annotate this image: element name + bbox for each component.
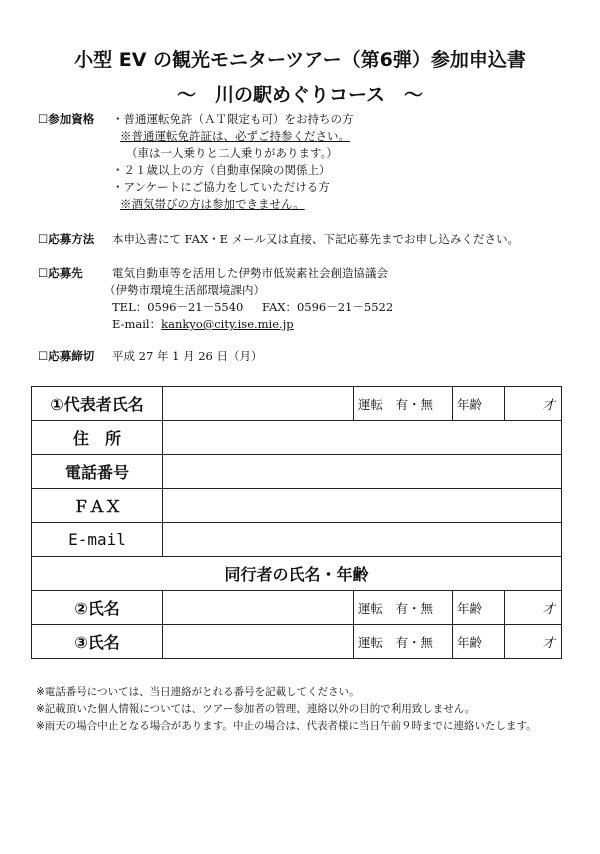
contact-fax: FAX：0596－21－5522 — [262, 300, 394, 314]
eligibility-line: ※酒気帯びの方は参加できません。 — [120, 197, 305, 211]
contact-dept: （伊勢市環境生活部環境課内） — [104, 283, 265, 297]
address-row — [32, 421, 562, 455]
companion2-row — [32, 591, 562, 625]
note: ※電話番号については、当日連絡がとれる番号を記載してください。 — [36, 686, 360, 698]
name2-age-label: 年齢 — [453, 591, 505, 625]
name2-field[interactable] — [163, 591, 354, 625]
page-title: 小型 EV の観光モニターツアー（第6弾）参加申込書 — [74, 49, 526, 71]
companions-header: 同行者の氏名・年齢 — [32, 557, 562, 591]
rep-name-label: ①代表者氏名 — [32, 387, 163, 421]
companions-header-row — [32, 557, 562, 591]
rep-driving[interactable]: 運転 有・無 — [354, 387, 453, 421]
contact-tel: TEL：0596－21－5540 — [112, 300, 244, 314]
eligibility-line: ※普通運転免許証は、必ずご持参ください。 — [120, 129, 350, 143]
page-subtitle: ～ 川の駅めぐりコース ～ — [176, 84, 424, 106]
name2-label: ②氏名 — [32, 591, 163, 625]
contact-org: 電気自動車等を活用した伊勢市低炭素社会創造協議会 — [112, 266, 388, 280]
note: ※記載頂いた個人情報については、ツアー参加者の管理、連絡以外の目的で利用致しません。 — [36, 703, 476, 715]
eligibility-label: ☐参加資格 — [38, 112, 95, 126]
email-link[interactable]: kankyo@city.ise.mie.jp — [161, 317, 294, 331]
phone-field[interactable] — [163, 455, 562, 489]
note: ※雨天の場合中止となる場合があります。中止の場合は、代表者様に当日午前９時までに連絡いたします。 — [36, 720, 537, 732]
phone-label: 電話番号 — [32, 455, 163, 489]
email-row — [32, 523, 562, 557]
method-label: ☐応募方法 — [38, 232, 95, 246]
name3-age-label: 年齢 — [453, 625, 505, 659]
fax-field[interactable] — [163, 489, 562, 523]
eligibility-line: （車は一人乗りと二人乗りがあります。） — [126, 146, 338, 160]
name3-driving[interactable]: 運転 有・無 — [354, 625, 453, 659]
address-label: 住 所 — [32, 421, 163, 455]
fax-label: ＦＡＸ — [32, 489, 163, 523]
rep-age-label: 年齢 — [453, 387, 505, 421]
contact-email — [112, 316, 294, 332]
eligibility-line: ・普通運転免許（ＡＴ限定も可）をお持ちの方 — [112, 112, 354, 126]
name2-driving[interactable]: 運転 有・無 — [354, 591, 453, 625]
rep-row — [32, 387, 562, 421]
companion3-row — [32, 625, 562, 659]
name2-age-field[interactable]: 才 — [505, 591, 562, 625]
name3-field[interactable] — [163, 625, 354, 659]
email-field[interactable] — [163, 523, 562, 557]
rep-age-field[interactable]: 才 — [505, 387, 562, 421]
name3-age-field[interactable]: 才 — [505, 625, 562, 659]
phone-row — [32, 455, 562, 489]
email-field-label: E-mail — [32, 523, 163, 557]
rep-name-field[interactable] — [163, 387, 354, 421]
address-field[interactable] — [163, 421, 562, 455]
deadline-label: ☐応募締切 — [38, 349, 95, 363]
fax-row — [32, 489, 562, 523]
method-text: 本申込書にて FAX・E メール又は直接、下記応募先までお申し込みください。 — [112, 232, 519, 246]
eligibility-line: ・２１歳以上の方（自動車保険の関係上） — [112, 163, 331, 177]
deadline-text: 平成 27 年 1 月 26 日（月） — [112, 349, 263, 363]
email-label: E-mail： — [112, 317, 162, 331]
name3-label: ③氏名 — [32, 625, 163, 659]
eligibility-line: ・アンケートにご協力をしていただける方 — [112, 180, 330, 194]
application-form — [31, 386, 562, 659]
contact-label: ☐応募先 — [38, 266, 83, 280]
